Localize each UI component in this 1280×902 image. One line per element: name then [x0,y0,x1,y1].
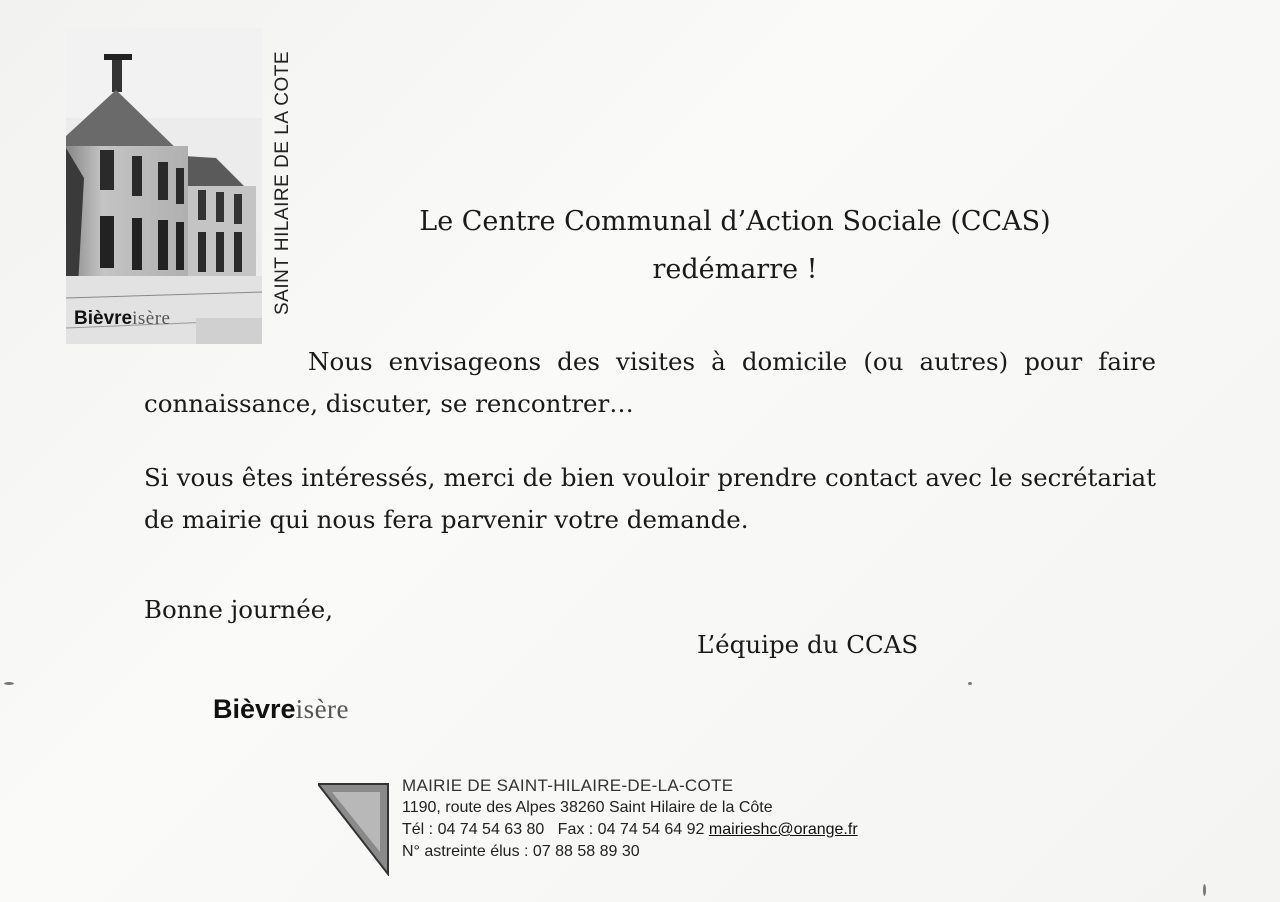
brand-strong: Bièvre [213,694,296,724]
email-link[interactable]: mairieshc@orange.fr [708,821,858,838]
heading-line-1: Le Centre Communal d’Action Sociale (CCAS) [419,206,1051,237]
brand-strong: Bièvre [74,308,133,329]
scan-speck [968,682,972,685]
letter-heading [300,198,1170,294]
fax-number: Fax : 04 74 54 64 92 [557,821,705,838]
heading-line-2: redémarre ! [652,254,818,285]
brand-light: isère [295,694,350,724]
mairie-contact-block [402,775,858,863]
paragraph-contact: Si vous êtes intéressés, merci de bien vouloir prendre contact avec le secrétariat de mairie qui nous fera parvenir votre demande. [144,463,1156,534]
mairie-name: MAIRIE DE SAINT-HILAIRE-DE-LA-COTE [402,776,734,795]
mairie-logo [66,28,298,344]
town-hall-photo [66,28,262,344]
signature: L’équipe du CCAS [697,630,919,659]
commune-name-vertical: SAINT HILAIRE DE LA COTE [272,51,293,316]
scan-speck [1203,884,1206,896]
bievre-isere-logo [213,694,349,725]
phone-fax-email-line [402,819,858,841]
bievre-isere-logo-small [74,308,170,330]
paragraph-visits: Nous envisageons des visites à domicile (ou autres) pour faire connaissance, discuter, se rencontrer… [144,347,1156,418]
phone-number: Tél : 04 74 54 63 80 [402,821,545,838]
mairie-address: 1190, route des Alpes 38260 Saint Hilaire de la Côte [402,799,773,816]
mairie-triangle-emblem [318,782,390,876]
on-call-number: N° astreinte élus : 07 88 58 89 30 [402,843,640,860]
brand-light: isère [132,308,171,329]
closing-greeting: Bonne journée, [144,595,334,624]
scan-speck [4,682,14,685]
